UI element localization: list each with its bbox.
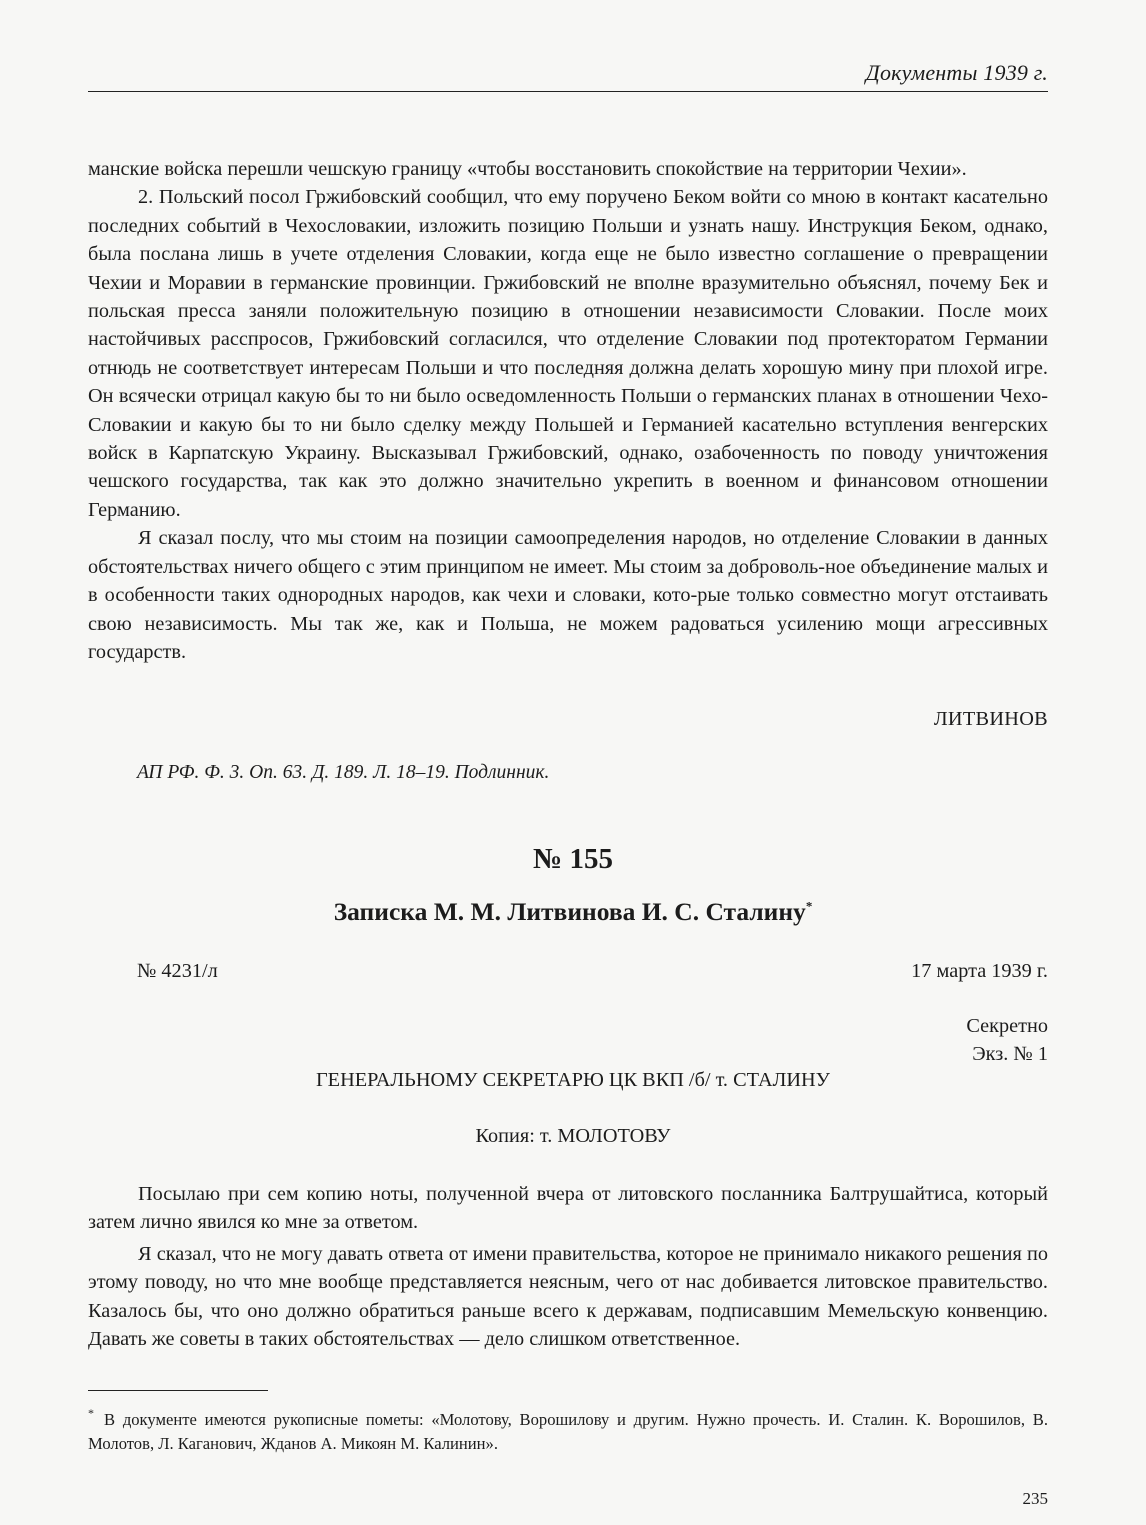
- doc155-paragraph-1: Посылаю при сем копию ноты, полученной вчера от литовского посланника Балтрушайтиса, который затем лично явился ко мне за ответом.: [88, 1183, 1048, 1234]
- header-rule: [88, 91, 1048, 92]
- doc155-classification: Секретно: [966, 1015, 1048, 1037]
- doc154-archive-source: АП РФ. Ф. 3. Оп. 63. Д. 189. Л. 18–19. Подлинник.: [137, 762, 550, 783]
- footnote: [88, 1408, 1048, 1455]
- doc155-paragraph-2: Я сказал, что не могу давать ответа от имени правительства, которое не принимало никакого решения по этому поводу, но что мне вообще представляется неясным, чего от нас добивается литовское правительство. Казалось бы, что оно должно обратиться раньше всего к державам, подписавшим Мемельскую конвенцию. Давать же советы в таких обстоятельствах — дело слишком ответственное.: [88, 1242, 1048, 1351]
- doc155-title: [0, 897, 1146, 927]
- doc154-paragraph-3: Я сказал послу, что мы стоим на позиции самоопределения народов, но отделение Словакии в данных обстоятельствах ничего общего с этим принципом не имеет. Мы стоим за доброволь-ное объединение малых и в особенности таких однородных народов, как чехи и словаки, кото-рые только совместно могут отстаивать свою независимость. Мы так же, как и Польша, не можем радоваться усилению мощи агрессивных государств.: [88, 527, 1049, 663]
- doc154-signature: ЛИТВИНОВ: [933, 708, 1048, 730]
- footnote-rule: [88, 1390, 268, 1391]
- doc155-number: № 155: [533, 843, 613, 875]
- doc154-paragraph-2: 2. Польский посол Гржибовский сообщил, что ему поручено Беком войти со мною в контакт касательно последних событий в Чехословакии, изложить позицию Польши и узнать нашу. Инструкция Беком, однако, была послана лишь в учете отделения Словакии, когда еще не было известно соглашение о превращении Чехии и Моравии в германские провинции. Гржибовский не вполне вразумительно объяснял, почему Бек и польская пресса заняли положительную позицию в отношении независимости Словакии. После моих настойчивых расспросов, Гржибовский согласился, что отделение Словакии под протекторатом Германии отнюдь не соответствует интересам Польши и что последняя должна делать хорошую мину при плохой игре. Он всячески отрицал какую бы то ни было осведомленность Польши о германских планах в отношении Чехо-Словакии и какую бы то ни было сделку между Польшей и Германией касательно вступления венгерских войск в Карпатскую Украину. Высказывал Гржибовский, однако, озабоченность по поводу уничтожения чешского государства, так как это должно значительно укрепить в военном и финансовом отношении Германию.: [88, 186, 1048, 521]
- doc154-text: [88, 155, 1048, 666]
- doc155-addressee: ГЕНЕРАЛЬНОМУ СЕКРЕТАРЮ ЦК ВКП /б/ т. СТАЛИНУ: [315, 1069, 831, 1091]
- page-number: 235: [1022, 1489, 1048, 1508]
- footnote-text: В документе имеются рукописные пометы: «Молотову, Ворошилову и другим. Нужно прочесть. И. Сталин. К. Ворошилов, В. Молотов, Л. Каганович, Жданов А. Микоян М. Калинин».: [88, 1410, 1048, 1453]
- doc155-registration-number: № 4231/л: [137, 960, 218, 982]
- doc155-copy-number: Экз. № 1: [972, 1043, 1048, 1065]
- doc155-title-note-mark: *: [805, 898, 813, 914]
- doc155-copy-to: Копия: т. МОЛОТОВУ: [475, 1125, 671, 1147]
- doc154-paragraph-1: манские войска перешли чешскую границу «чтобы восстановить спокойствие на территории Чехии».: [88, 158, 967, 180]
- doc155-date: 17 марта 1939 г.: [911, 960, 1048, 982]
- running-title: Документы 1939 г.: [865, 60, 1048, 85]
- footnote-mark: *: [88, 1406, 94, 1420]
- doc155-title-text: Записка М. М. Литвинова И. С. Сталину: [333, 897, 806, 926]
- doc155-text: [88, 1180, 1048, 1353]
